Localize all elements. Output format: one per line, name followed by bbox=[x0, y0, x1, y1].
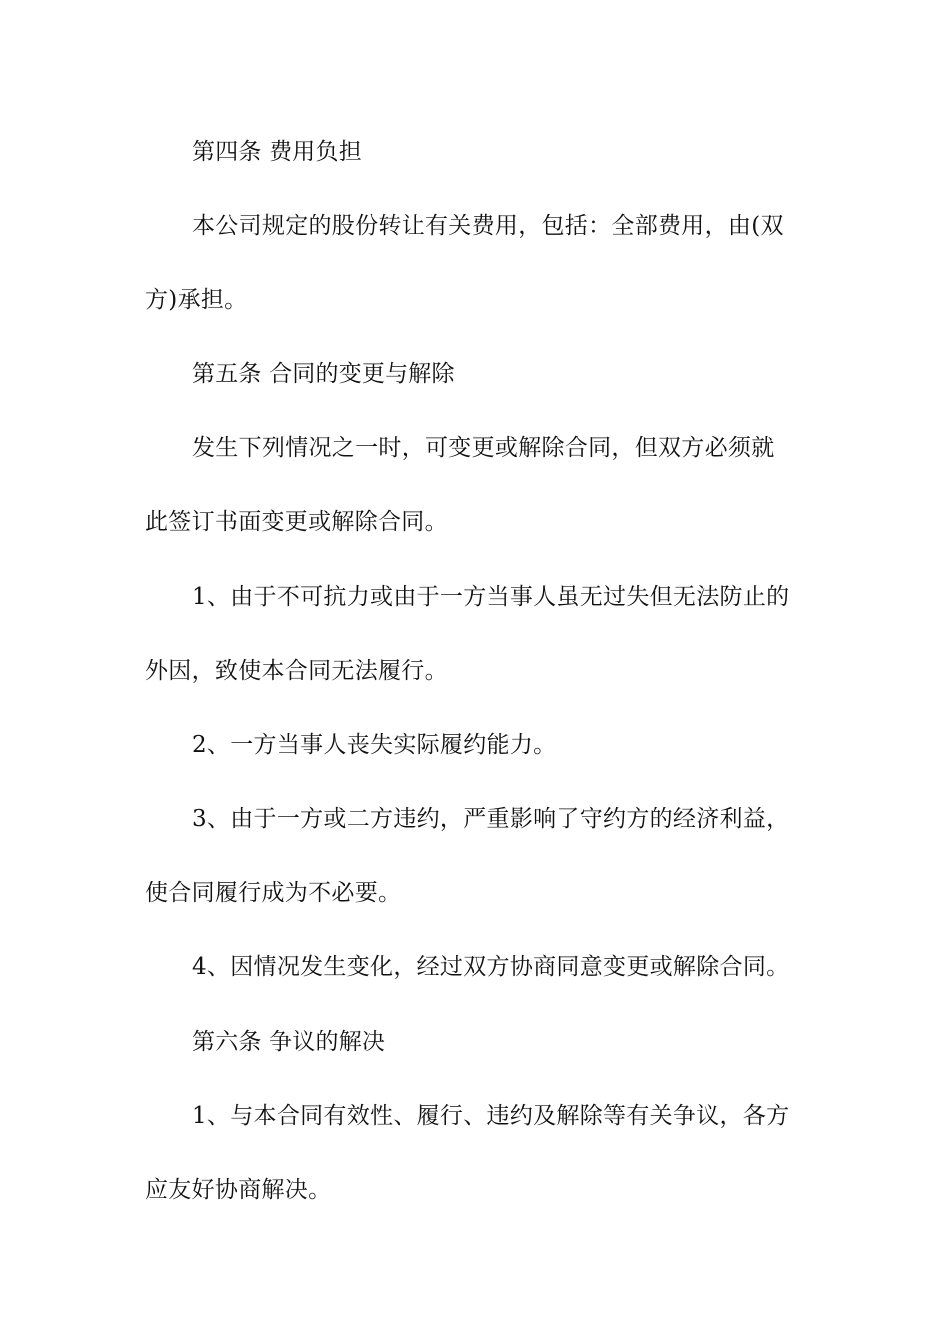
list-item-line: 1、与本合同有效性、履行、违约及解除等有关争议，各方 bbox=[192, 1103, 790, 1129]
list-item-line: 3、由于一方或二方违约，严重影响了守约方的经济利益， bbox=[192, 806, 790, 832]
list-item-line: 外因，致使本合同无法履行。 bbox=[145, 658, 448, 684]
list-item-line: 4、因情况发生变化，经过双方协商同意变更或解除合同。 bbox=[192, 954, 790, 980]
list-item-line: 2、一方当事人丧失实际履约能力。 bbox=[192, 732, 557, 758]
section-heading-article-5: 第五条 合同的变更与解除 bbox=[192, 361, 455, 387]
section-heading-article-4: 第四条 费用负担 bbox=[192, 139, 362, 165]
paragraph-line: 方)承担。 bbox=[145, 287, 248, 313]
list-item-line: 使合同履行成为不必要。 bbox=[145, 880, 402, 906]
list-item-line: 应友好协商解决。 bbox=[145, 1177, 332, 1203]
paragraph-line: 发生下列情况之一时，可变更或解除合同，但双方必须就 bbox=[192, 435, 775, 461]
section-heading-article-6: 第六条 争议的解决 bbox=[192, 1029, 386, 1055]
paragraph-line: 此签订书面变更或解除合同。 bbox=[145, 509, 448, 535]
paragraph-line: 本公司规定的股份转让有关费用，包括：全部费用，由(双 bbox=[192, 213, 784, 239]
list-item-line: 1、由于不可抗力或由于一方当事人虽无过失但无法防止的 bbox=[192, 584, 790, 610]
